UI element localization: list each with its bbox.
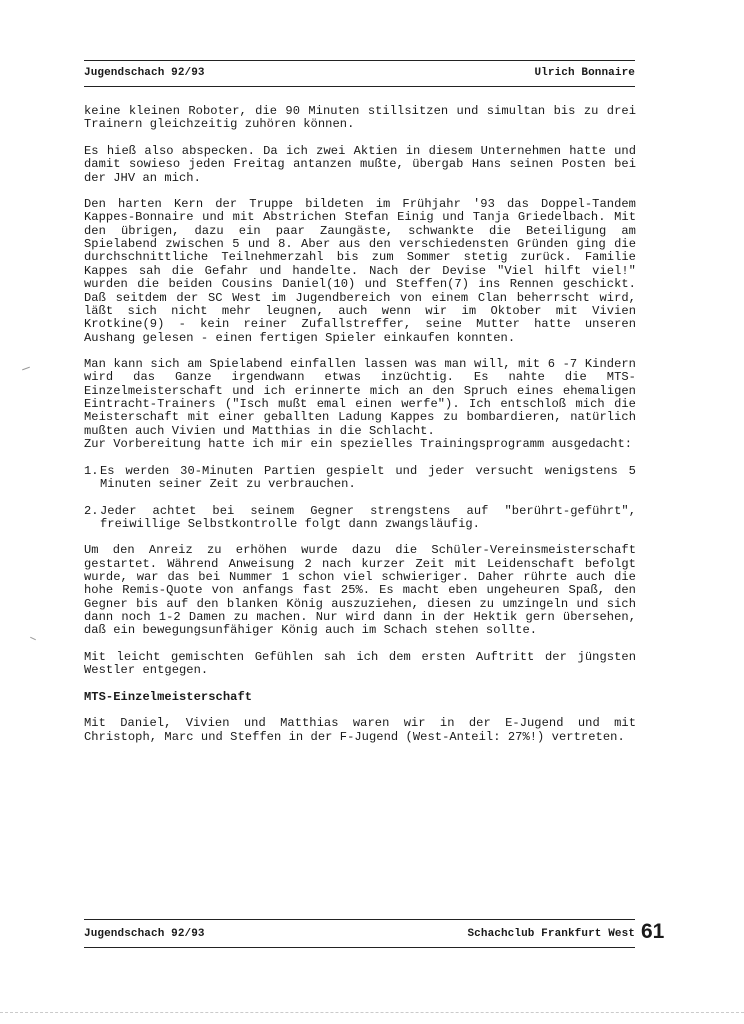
list-item-text: Es werden 30-Minuten Partien gespielt und jeder versucht wenigstens 5 Minuten seiner Zeit zu verbrauchen. (100, 463, 636, 491)
list-item (84, 505, 636, 532)
page-footer (84, 928, 635, 942)
page-number: 61 (641, 920, 665, 943)
list-item-number: 2. (84, 503, 99, 518)
footer-club-name: Schachclub Frankfurt West (467, 928, 635, 940)
header-author: Ulrich Bonnaire (534, 67, 635, 79)
list-item-text: Jeder achtet bei seinem Gegner strengstens auf "berührt-geführt", freiwillige Selbstkontrolle folgt dann zwangsläufig. (100, 503, 636, 531)
list-item-number: 1. (84, 463, 99, 478)
footer-left-title: Jugendschach 92/93 (84, 928, 205, 940)
scan-speck (30, 637, 36, 640)
paragraph-3: Den harten Kern der Truppe bildeten im Frühjahr '93 das Doppel-Tandem Kappes-Bonnaire und mit Abstrichen Stefan Einig und Tanja Griedelbach. Mit den übrigen, dazu ein paar Zaungäste, schwankte die Beteiligung am Spielabend zwischen 5 und 8. Aber aus den verschiedensten Gründen ging die durchschnittliche Teilnehmerzahl bis zum Sommer stetig zurück. Familie Kappes sah die Gefahr und handelte. Nach der Devise "Viel hilft viel!" wurden die beiden Cousins Daniel(10) und Steffen(7) ins Rennen geschickt. Daß seitdem der SC West im Jugendbereich von einem Clan beherrscht wird, läßt sich nicht mehr leugnen, auch wenn wir im Oktober mit Vivien Krotkine(9) - kein reiner Zufallstreffer, seine Mutter hatte unseren Aushang gelesen - einen fertigen Spieler einkaufen konnten. (84, 197, 636, 345)
page-header (84, 67, 635, 81)
list-item (84, 465, 636, 492)
header-rule-bottom (84, 86, 635, 87)
footer-rule-top (84, 919, 635, 920)
scan-speck (22, 367, 30, 371)
paragraph-2: Es hieß also abspecken. Da ich zwei Aktien in diesem Unternehmen hatte und damit sowieso jeden Freitag antanzen mußte, übergab Hans seinen Posten bei der JHV an mich. (84, 143, 636, 185)
footer-rule-bottom (84, 947, 635, 948)
paragraph-7: Mit leicht gemischten Gefühlen sah ich dem ersten Auftritt der jüngsten Westler entgegen. (84, 650, 636, 678)
header-left-title: Jugendschach 92/93 (84, 67, 205, 79)
section-heading: MTS-Einzelmeisterschaft (84, 689, 253, 704)
header-rule-top (84, 60, 635, 61)
paragraph-5: Zur Vorbereitung hatte ich mir ein spezielles Trainingsprogramm ausgedacht: (84, 437, 633, 452)
scan-edge-lines (0, 1012, 744, 1015)
paragraph-8: Mit Daniel, Vivien und Matthias waren wir in der E-Jugend und mit Christoph, Marc und Steffen in der F-Jugend (West-Anteil: 27%!) vertreten. (84, 716, 636, 744)
paragraph-1: keine kleinen Roboter, die 90 Minuten stillsitzen und simultan bis zu drei Trainern gleichzeitig zuhören können. (84, 104, 636, 132)
paragraph-6: Um den Anreiz zu erhöhen wurde dazu die Schüler-Vereinsmeisterschaft gestartet. Während Anweisung 2 nach kurzer Zeit mit Leidenschaft befolgt wurde, war das bei Nummer 1 schon viel schwieriger. Daher rührte auch die hohe Remis-Quote von anfangs fast 25%. Es macht eben ungeheuren Spaß, den Gegner bis auf den blanken König auszuziehen, diesen zu umzingeln und sich dann noch 1-2 Damen zu machen. Nur wird dann in der Hektik gern übersehen, daß ein bewegungsunfähiger König auch im Schach stehen sollte. (84, 543, 636, 638)
article-body (84, 105, 636, 757)
paragraph-4: Man kann sich am Spielabend einfallen lassen was man will, mit 6 -7 Kindern wird das Ganze irgendwann etwas inzüchtig. Es nahte die MTS-Einzelmeisterschaft und ich erinnerte mich an den Spruch eines ehemaligen Eintracht-Trainers ("Isch mußt emal einen werfe"). Ich entschloß mich die Meisterschaft mit einer geballten Ladung Kappes zu bombardieren, natürlich mußten auch Vivien und Matthias in die Schlacht. (84, 357, 636, 438)
